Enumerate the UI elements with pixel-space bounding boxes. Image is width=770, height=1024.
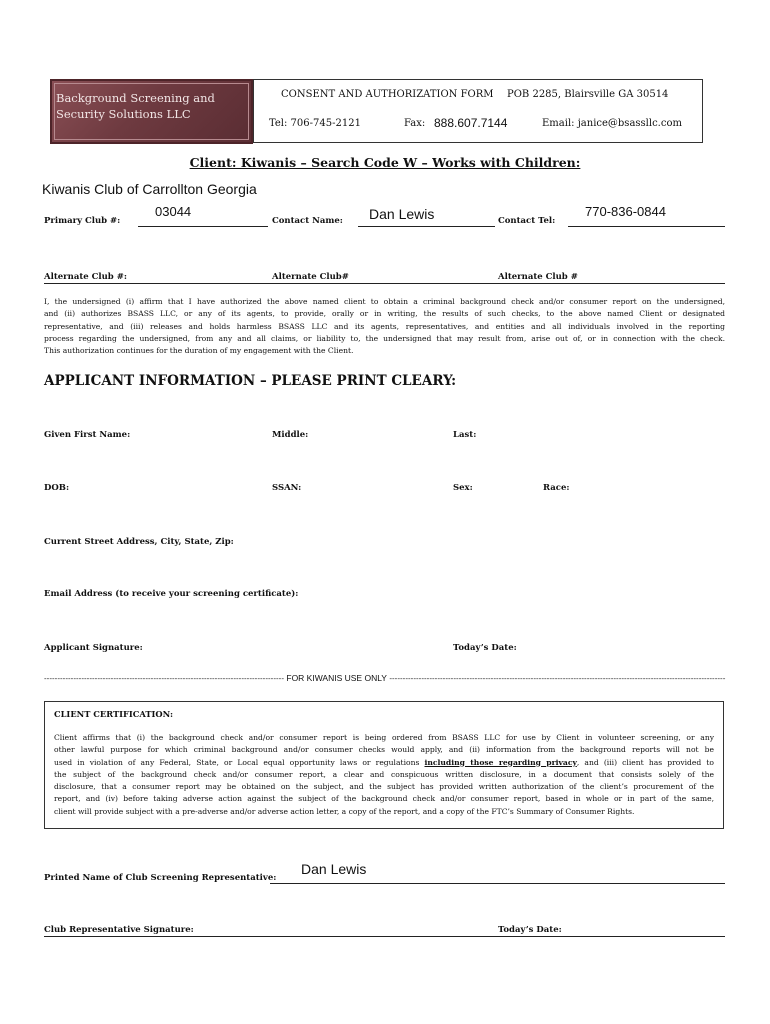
- alternate-club-label-3: Alternate Club #: [498, 272, 578, 282]
- primary-club-label: Primary Club #:: [44, 216, 121, 226]
- authorization-line: representative, and (iii) releases and holds harmless BSASS LLC and its agents, representatives, and entities and all individuals involved in the reporting: [44, 321, 725, 331]
- applicant-heading: APPLICANT INFORMATION – PLEASE PRINT CLEARY:: [44, 373, 457, 389]
- primary-club-underline: [138, 226, 268, 227]
- primary-club-field[interactable]: 03044: [155, 204, 192, 219]
- certification-line-3a: used in violation of any Federal, State, or Local equal opportunity laws or regulations: [54, 757, 425, 767]
- email-address-label: Email Address (to receive your screening certificate):: [44, 589, 299, 599]
- fax-label: Fax:: [404, 118, 426, 129]
- fax-number: 888.607.7144: [434, 116, 508, 130]
- dob-label: DOB:: [44, 483, 70, 493]
- alternate-club-label-2: Alternate Club#: [272, 272, 349, 282]
- authorization-line: process regarding the undersigned, from any and all claims, or liability to, the undersigned that may result from, arise out of, or in connection with the check.: [44, 333, 725, 343]
- authorization-line: I, the undersigned (i) affirm that I have authorized the above named client to obtain a criminal background check and/or consumer report on the undersigned,: [44, 297, 725, 306]
- certification-line: other lawful purpose for which criminal background and/or consumer checks would apply, and (ii) information from the background reports will not be: [54, 745, 714, 755]
- printed-name-field[interactable]: Dan Lewis: [301, 861, 367, 877]
- alternate-club-label-1: Alternate Club #:: [44, 272, 127, 282]
- given-first-name-label: Given First Name:: [44, 430, 131, 440]
- representative-date-label: Today’s Date:: [498, 925, 562, 935]
- client-certification-box: [44, 701, 724, 829]
- last-name-label: Last:: [453, 430, 477, 440]
- privacy-emphasis: including those regarding privacy: [424, 757, 577, 767]
- applicant-date-label: Today’s Date:: [453, 643, 517, 653]
- kiwanis-use-divider: [44, 673, 726, 683]
- contact-tel-field[interactable]: 770-836-0844: [585, 204, 666, 219]
- address-label: Current Street Address, City, State, Zip:: [44, 537, 234, 547]
- printed-name-underline: [270, 883, 725, 884]
- certification-heading: CLIENT CERTIFICATION:: [54, 709, 174, 719]
- middle-name-label: Middle:: [272, 430, 309, 440]
- form-title: CONSENT AND AUTHORIZATION FORM: [281, 89, 494, 100]
- authorization-line: This authorization continues for the duration of my engagement with the Client.: [44, 346, 354, 356]
- telephone: Tel: 706-745-2121: [269, 118, 361, 129]
- certification-line: the subject of the background check and/or consumer report, a clear and conspicuous written disclosure, in a document that consists solely of the: [54, 769, 714, 779]
- club-name-field[interactable]: Kiwanis Club of Carrollton Georgia: [42, 181, 257, 197]
- certification-line: client will provide subject with a pre-adverse and/or adverse action letter, a copy of the report, and a copy of the FTC’s Summary of Consumer Rights.: [54, 806, 635, 816]
- certification-paragraph: [54, 732, 714, 818]
- race-label: Race:: [543, 483, 570, 493]
- contact-name-label: Contact Name:: [272, 216, 343, 226]
- divider-dashes-right: ------------------------------------------------------------------------------------------------------------------------------: [389, 674, 726, 683]
- representative-signature-label: Club Representative Signature:: [44, 925, 194, 935]
- authorization-line: and (ii) authorizes BSASS LLC, or any of its agents, to provide, orally or in writing, the results of such checks, to the above named Client or designated: [44, 309, 725, 319]
- client-title: Client: Kiwanis – Search Code W – Works with Children:: [189, 155, 581, 170]
- logo-line-2: Security Solutions LLC: [56, 107, 191, 121]
- contact-name-field[interactable]: Dan Lewis: [369, 206, 435, 222]
- email: Email: janice@bsassllc.com: [542, 118, 682, 129]
- mailing-address: POB 2285, Blairsville GA 30514: [507, 89, 669, 100]
- contact-name-underline: [358, 226, 495, 227]
- ssan-label: SSAN:: [272, 483, 302, 493]
- certification-line: Client affirms that (i) the background check and/or consumer report is being ordered from BSASS LLC for use by Client in volunteer screening, or any: [54, 733, 714, 742]
- company-logo: [50, 79, 253, 144]
- certification-line: disclosure, that a consumer report may be obtained on the subject, and the subject has provided written authorization of the client’s procurement of the: [54, 782, 714, 792]
- header-contact-box: [253, 79, 703, 143]
- certification-line: report, and (iv) before taking adverse action against the subject of the background check and/or consumer report, based in whole or in part of the same,: [54, 794, 714, 804]
- divider-dashes-left: ------------------------------------------------------------------------------------------: [44, 674, 285, 683]
- contact-tel-underline: [568, 226, 725, 227]
- sex-label: Sex:: [453, 483, 473, 493]
- applicant-signature-label: Applicant Signature:: [44, 643, 143, 653]
- logo-text: [56, 90, 215, 122]
- logo-line-1: Background Screening and: [56, 91, 215, 105]
- printed-name-label: Printed Name of Club Screening Representative:: [44, 873, 277, 883]
- certification-line-3c: , and (iii) client has provided to: [576, 757, 715, 767]
- alternate-club-underline: [44, 283, 725, 284]
- representative-signature-underline: [44, 936, 725, 937]
- authorization-paragraph: [44, 296, 725, 357]
- certification-line: [54, 757, 714, 769]
- contact-tel-label: Contact Tel:: [498, 216, 556, 226]
- divider-label: FOR KIWANIS USE ONLY: [286, 673, 387, 683]
